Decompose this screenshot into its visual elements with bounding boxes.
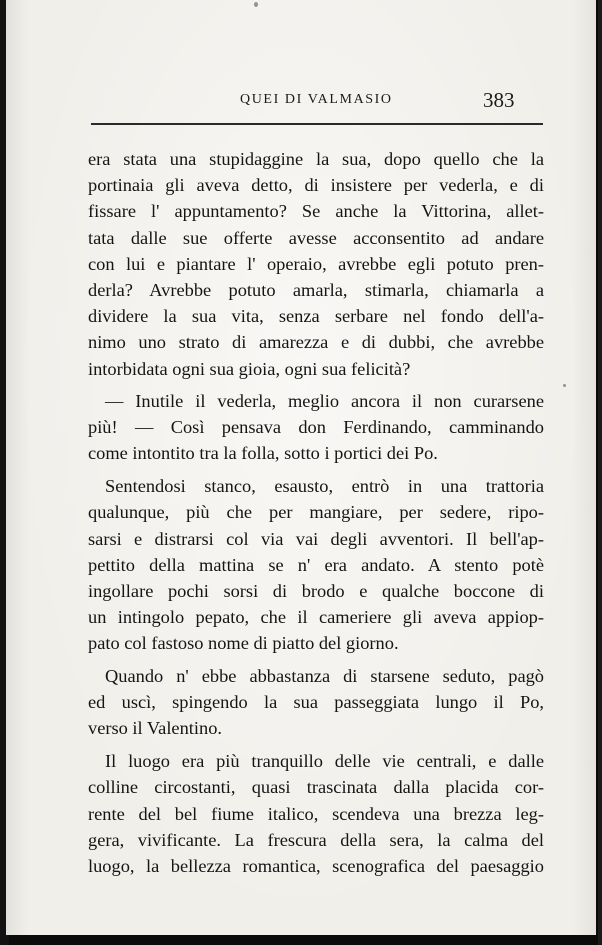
text-line: — Inutile il vederla, meglio ancora il non curarsene [105, 390, 544, 411]
text-line: era stata una stupidaggine la sua, dopo quello che la [88, 149, 544, 169]
text-line: gera, vivificante. La frescura della sera, la calma del [88, 829, 544, 850]
text-line: Sentendosi stanco, esausto, entrò in una trattoria [105, 476, 544, 497]
paragraph-4 [88, 663, 544, 742]
text-line: colline circostanti, quasi trascinata dalla placida cor- [88, 777, 544, 798]
text-line: più! — Così pensava don Ferdinando, camminando [88, 416, 544, 437]
paragraph-2 [88, 388, 544, 467]
text-line: dividere la sua vita, senza serbare nel fondo dell'a- [88, 306, 544, 327]
page-number: 383 [483, 88, 515, 112]
text-line: portinaia gli aveva detto, di insistere per vederla, e di [88, 175, 544, 196]
text-line: nimo uno strato di amarezza e di dubbi, che avrebbe [88, 332, 544, 353]
text-line: Il luogo era più tranquillo delle vie centrali, e dalle [105, 751, 544, 772]
text-line: pato col fastoso nome di piatto del giorno. [88, 633, 399, 654]
text-line: pettito della mattina se n' era andato. A stento potè [88, 554, 544, 575]
scan-speck [254, 2, 258, 7]
text-line: derla? Avrebbe potuto amarla, stimarla, chiamarla a [88, 279, 544, 300]
scan-speck [563, 384, 566, 387]
text-line: ed uscì, spingendo la sua passeggiata lungo il Po, [88, 691, 544, 712]
text-line: verso il Valentino. [88, 717, 222, 738]
running-header-title: QUEI DI VALMASIO [240, 92, 393, 107]
text-line: come intontito tra la folla, sotto i portici dei Po. [88, 443, 438, 464]
paragraph-1 [88, 146, 544, 382]
paragraph-3 [88, 473, 544, 656]
text-line: ingollare pochi sorsi di brodo e qualche boccone di [88, 581, 544, 601]
text-line: sarsi e distrarsi col via vai degli avventori. Il bell'ap- [88, 528, 544, 549]
text-line: rente del bel fiume italico, scendeva una brezza leg- [88, 803, 544, 824]
header-rule [91, 123, 543, 125]
text-line: un intingolo pepato, che il cameriere gli aveva appiop- [88, 607, 544, 628]
text-line: qualunque, più che per mangiare, per sedere, ripo- [88, 502, 544, 523]
paragraph-5 [88, 748, 544, 879]
text-line: fissare l' appuntamento? Se anche la Vittorina, allet- [88, 201, 544, 222]
text-line: luogo, la bellezza romantica, scenografica del paesaggio [88, 855, 544, 876]
scan-right-border [598, 0, 602, 945]
text-line: Quando n' ebbe abbastanza di starsene seduto, pagò [105, 665, 544, 686]
body-text [88, 146, 544, 879]
text-line: tata dalle sue offerte avesse acconsentito ad andare [88, 227, 544, 248]
text-line: intorbidata ogni sua gioia, ogni sua felicità? [88, 358, 411, 379]
text-line: con lui e piantare l' operaio, avrebbe egli potuto pren- [88, 253, 544, 274]
